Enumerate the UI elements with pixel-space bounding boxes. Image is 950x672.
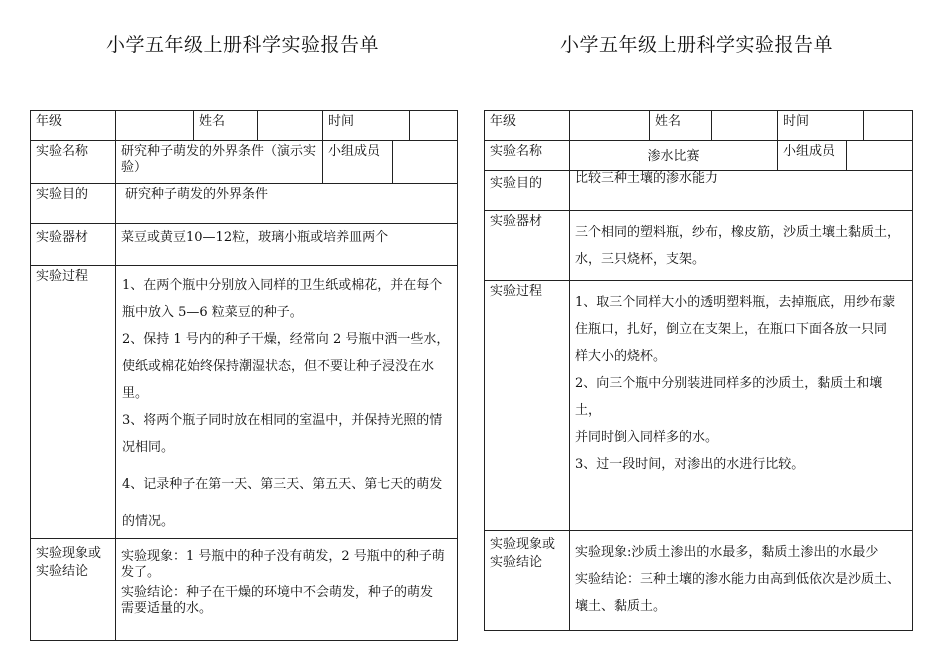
process-line: 样大小的烧杯。	[575, 349, 667, 364]
right-members-label: 小组成员	[778, 141, 847, 171]
right-time-label: 时间	[778, 111, 864, 141]
process-line: 住瓶口，扎好，倒立在支架上，在瓶口下面各放一只同	[575, 322, 888, 337]
left-exp-name-value: 研究种子萌发的外界条件（演示实验）	[116, 141, 323, 184]
process-line: 3、将两个瓶子同时放在相同的室温中，并保持光照的情	[122, 413, 443, 428]
result-line: 实验现象:沙质土渗出的水最多，黏质土渗出的水最少	[575, 545, 879, 560]
left-time-label: 时间	[323, 111, 410, 141]
process-line	[122, 461, 452, 471]
left-materials-value: 菜豆或黄豆10—12粒，玻璃小瓶或培养皿两个	[116, 224, 458, 266]
right-process-value	[570, 281, 913, 531]
right-time-value[interactable]	[864, 111, 913, 141]
left-materials-label: 实验器材	[31, 224, 116, 266]
right-purpose-label: 实验目的	[485, 171, 570, 211]
right-sheet-title: 小学五年级上册科学实验报告单	[560, 34, 834, 56]
result-line: 壤土、黏质土。	[575, 599, 667, 614]
right-name-value[interactable]	[712, 111, 778, 141]
right-grade-value[interactable]	[570, 111, 650, 141]
right-name-label: 姓名	[650, 111, 712, 141]
right-result-value	[570, 531, 913, 631]
right-grade-label: 年级	[485, 111, 570, 141]
left-members-label: 小组成员	[323, 141, 393, 184]
right-materials-label: 实验器材	[485, 211, 570, 281]
result-line: 实验现象：1 号瓶中的种子没有萌发，2 号瓶中的种子萌	[121, 549, 445, 564]
left-name-label: 姓名	[194, 111, 258, 141]
left-time-value[interactable]	[410, 111, 458, 141]
left-result-label: 实验现象或实验结论	[31, 539, 116, 641]
left-sheet-title: 小学五年级上册科学实验报告单	[106, 34, 380, 56]
right-result-label: 实验现象或实验结论	[485, 531, 570, 631]
left-result-value	[116, 539, 458, 641]
process-line: 使纸或棉花始终保持潮湿状态，但不要让种子浸没在水	[122, 359, 435, 374]
left-members-value[interactable]	[393, 141, 458, 184]
right-process-label: 实验过程	[485, 281, 570, 531]
left-grade-label: 年级	[31, 111, 116, 141]
process-line: 瓶中放入 5—6 粒菜豆的种子。	[122, 305, 303, 320]
process-line: 的情况。	[122, 514, 175, 529]
left-process-label: 实验过程	[31, 266, 116, 539]
process-line	[122, 498, 452, 508]
materials-line: 三个相同的塑料瓶，纱布，橡皮筋，沙质土壤土黏质土，	[575, 225, 901, 240]
process-line: 况相同。	[122, 440, 175, 455]
right-materials-value	[570, 211, 913, 281]
right-exp-name-value: 渗水比赛	[570, 141, 778, 171]
right-exp-name-label: 实验名称	[485, 141, 570, 171]
right-report-table	[484, 110, 913, 631]
process-line: 1、在两个瓶中分别放入同样的卫生纸或棉花，并在每个	[122, 278, 443, 293]
right-purpose-value: 比较三种土壤的渗水能力	[570, 171, 913, 211]
left-purpose-label: 实验目的	[31, 184, 116, 224]
left-process-value	[116, 266, 458, 539]
left-name-value[interactable]	[258, 111, 323, 141]
process-line: 1、取三个同样大小的透明塑料瓶，去掉瓶底，用纱布蒙	[575, 295, 896, 310]
result-line: 发了。	[121, 565, 161, 580]
process-line: 3、过一段时间，对渗出的水进行比较。	[575, 457, 805, 472]
process-line: 4、记录种子在第一天、第三天、第五天、第七天的萌发	[122, 477, 443, 492]
process-line: 里。	[122, 386, 149, 401]
process-line: 2、保持 1 号内的种子干燥，经常向 2 号瓶中洒一些水，	[122, 332, 450, 347]
left-grade-value[interactable]	[116, 111, 194, 141]
process-line: 2、向三个瓶中分别装进同样多的沙质土，黏质土和壤土，	[575, 376, 883, 418]
result-line: 实验结论：种子在干燥的环境中不会萌发，种子的萌发	[121, 585, 434, 600]
result-line: 实验结论：三种土壤的渗水能力由高到低依次是沙质土、	[575, 572, 901, 587]
left-purpose-value: 研究种子萌发的外界条件	[116, 184, 458, 224]
process-line: 并同时倒入同样多的水。	[575, 430, 719, 445]
result-line: 需要适量的水。	[121, 601, 213, 616]
materials-line: 水，三只烧杯，支架。	[575, 252, 706, 267]
left-report-table	[30, 110, 458, 641]
right-members-value[interactable]	[847, 141, 913, 171]
left-exp-name-label: 实验名称	[31, 141, 116, 184]
